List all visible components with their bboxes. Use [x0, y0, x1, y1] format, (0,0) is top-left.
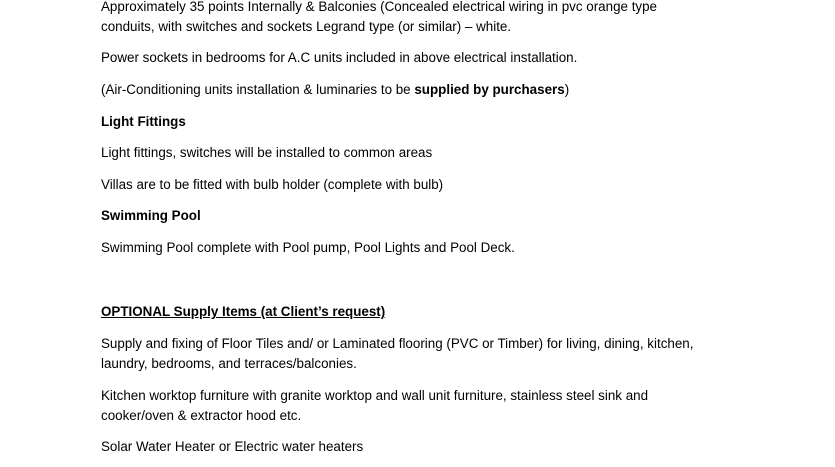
electrical-text-line-1: Approximately 35 points Internally & Balconies (Concealed electrical wiring in pvc orange type	[101, 0, 657, 14]
light-fittings-item-2: Villas are to be fitted with bulb holder (complete with bulb)	[101, 177, 444, 192]
power-sockets-text: Power sockets in bedrooms for A.C units included in above electrical installation.	[101, 50, 578, 65]
electrical-text-line-2: conduits, with switches and sockets Legrand type (or similar) – white.	[101, 19, 512, 34]
optional-items-heading: OPTIONAL Supply Items (at Client’s request)	[101, 304, 386, 319]
optional-kitchen-line-2: cooker/oven & extractor hood etc.	[101, 408, 302, 423]
swimming-pool-item-1: Swimming Pool complete with Pool pump, Pool Lights and Pool Deck.	[101, 240, 515, 255]
ac-note-suffix: )	[564, 82, 570, 97]
optional-solar-heater: Solar Water Heater or Electric water heaters	[101, 439, 364, 454]
optional-kitchen-line-1: Kitchen worktop furniture with granite worktop and wall unit furniture, stainless steel sink and	[101, 388, 649, 403]
light-fittings-heading: Light Fittings	[101, 114, 186, 129]
swimming-pool-heading: Swimming Pool	[101, 208, 201, 223]
ac-note	[101, 80, 569, 100]
optional-floor-line-2: laundry, bedrooms, and terraces/balconies.	[101, 356, 357, 371]
light-fittings-item-1: Light fittings, switches will be installed to common areas	[101, 145, 433, 160]
ac-note-bold: supplied by purchasers	[414, 82, 565, 97]
ac-note-prefix: (Air-Conditioning units installation & luminaries to be	[101, 82, 415, 97]
optional-floor-line-1: Supply and fixing of Floor Tiles and/ or Laminated flooring (PVC or Timber) for living, dining, kitchen,	[101, 336, 694, 351]
